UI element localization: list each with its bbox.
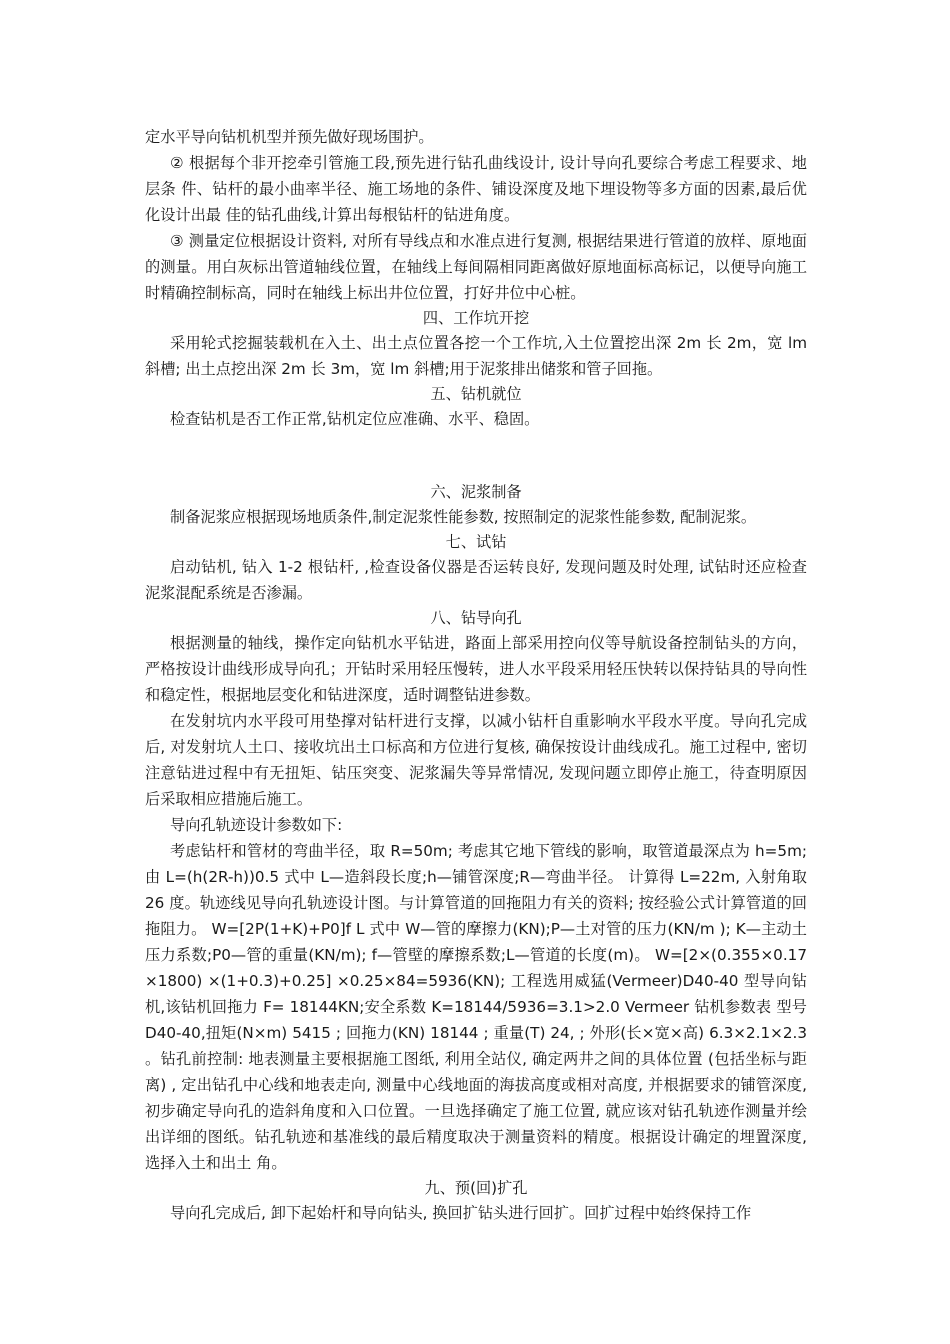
paragraph: 制备泥浆应根据现场地质条件,制定泥浆性能参数, 按照制定的泥浆性能参数, 配制泥浆。 (170, 508, 757, 526)
section-heading: 六、泥浆制备 (430, 483, 522, 501)
paragraph: 检查钻机是否工作正常,钻机定位应准确、水平、稳固。 (170, 410, 540, 428)
paragraph: ② 根据每个非开挖牵引管施工段,预先进行钻孔曲线设计, 设计导向孔要综合考虑工程要求、地层条 件、钻杆的最小曲率半径、施工场地的条件、铺设深度及地下埋设物等多方面的因素,最后优化设计出最 佳的钻孔曲线,计算出每根钻杆的钻进角度。 (145, 154, 807, 224)
paragraph: ③ 测量定位根据设计资料, 对所有导线点和水准点进行复测, 根据结果进行管道的放样、原地面的测量。用白灰标出管道轴线位置，在轴线上每间隔相同距离做好原地面标高标记，以便导向施工时精确控制标高，同时在轴线上标出井位位置，打好井位中心桩。 (145, 232, 807, 302)
paragraph: 考虑钻杆和管材的弯曲半径，取 R=50m; 考虑其它地下管线的影响，取管道最深点为 h=5m; 由 L=(h(2R-h))0.5 式中 L—造斜段长度;h—铺管深度;R—弯曲半径。 计算得 L=22m, 入射角取 26 度。轨迹线见导向孔轨迹设计图。与计算管道的回拖阻力有关的资料; 按经验公式计算管道的回拖阻力。 W=[2P(1+K)+P0]f L 式中 W—管的摩擦力(KN);P—土对管的压力(KN/m ); K—主动土压力系数;P0—管的重量(KN/m); f—管壁的摩擦系数;L—管道的长度(m)。 W=[2×(0.355×0.17×1800) ×(1+0.3)+0.25] ×0.25×84=5936(KN); 工程选用威猛(Vermeer)D40-40 型导向钻机,该钻机回拖力 F= 18144KN;安全系数 K=18144/5936=3.1>2.0 Vermeer 钻机参数表 型号 D40-40,扭矩(N×m) 5415 ; 回拖力(KN) 18144 ; 重量(T) 24, ; 外形(长×宽×高) 6.3×2.1×2.3 。钻孔前控制: 地表测量主要根据施工图纸, 利用全站仪, 确定两井之间的具体位置 (包括坐标与距 离) , 定出钻孔中心线和地表走向, 测量中心线地面的海拔高度或相对高度, 并根据要求的铺管深度, 初步确定导向孔的造斜角度和入口位置。一旦选择确定了施工位置, 就应该对钻孔轨迹作测量并绘出详细的图纸。钻孔轨迹和基准线的最后精度取决于测量资料的精度。根据设计确定的埋置深度, 选择入土和出土 角。 (145, 842, 807, 1172)
paragraph: 根据测量的轴线，操作定向钻机水平钻进，路面上部采用控向仪等导航设备控制钻头的方向，严格按设计曲线形成导向孔；开钻时采用轻压慢转，进人水平段采用轻压快转以保持钻具的导向性和稳定性，根据地层变化和钻进深度，适时调整钻进参数。 (145, 634, 807, 704)
section-heading: 四、工作坑开挖 (422, 309, 530, 327)
section-heading: 九、预(回)扩孔 (424, 1179, 528, 1197)
section-heading: 五、钻机就位 (430, 385, 522, 403)
paragraph: 定水平导向钻机机型并预先做好现场围护。 (145, 128, 434, 146)
paragraph: 在发射坑内水平段可用垫撑对钻杆进行支撑，以减小钻杆自重影响水平段水平度。导向孔完成后, 对发射坑人土口、接收坑出土口标高和方位进行复核, 确保按设计曲线成孔。施工过程中, 密切注意钻进过程中有无扭矩、钻压突变、泥浆漏失等异常情况, 发现问题立即停止施工，待查明原因后采取相应措施后施工。 (145, 712, 807, 808)
paragraph: 导向孔轨迹设计参数如下: (170, 816, 343, 834)
section-heading: 八、钻导向孔 (430, 609, 522, 627)
section-heading: 七、试钻 (445, 533, 507, 551)
paragraph: 采用轮式挖掘装载机在入土、出土点位置各挖一个工作坑,入土位置挖出深 2m 长 2m，宽 lm 斜槽; 出土点挖出深 2m 长 3m，宽 lm 斜槽;用于泥浆排出储浆和管子回拖。 (145, 334, 807, 378)
paragraph: 导向孔完成后, 卸下起始杆和导向钻头, 换回扩钻头进行回扩。回扩过程中始终保持工作 (170, 1204, 752, 1222)
document-page (145, 124, 807, 1226)
blank-gap (145, 432, 807, 480)
paragraph: 启动钻机, 钻入 1-2 根钻杆, ,检查设备仪器是否运转良好, 发现问题及时处理, 试钻时还应检查泥浆混配系统是否渗漏。 (145, 558, 807, 602)
